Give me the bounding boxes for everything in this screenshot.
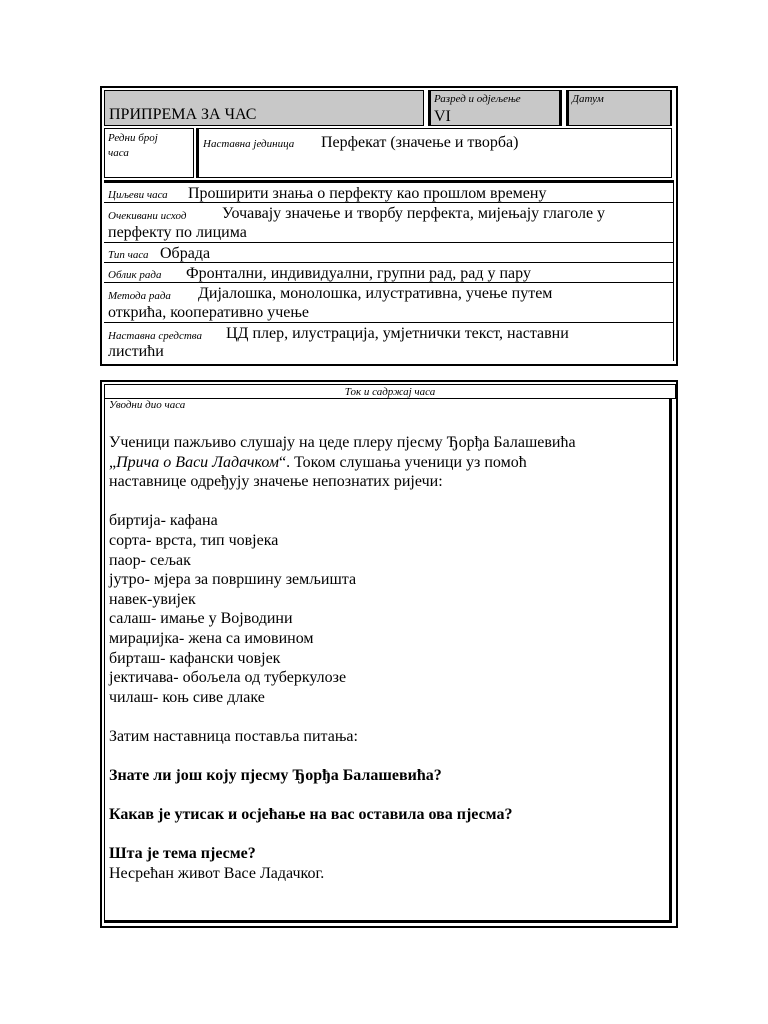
page-title: ПРИПРЕМА ЗА ЧАС xyxy=(109,106,257,123)
question-3: Шта је тема пјесме? xyxy=(109,845,256,863)
glossary-item: чилаш- коњ сиве длаке xyxy=(109,688,265,706)
method-value-continued: открића, кооперативно учење xyxy=(108,304,310,321)
date-cell xyxy=(566,90,672,126)
method-label: Метода рада xyxy=(108,290,171,302)
goals-label: Циљеви часа xyxy=(108,189,168,201)
info-row-type xyxy=(104,243,674,263)
aids-value: ЦД плер, илустрација, умјетнички текст, наставни xyxy=(226,325,569,342)
outcome-value-continued: перфекту по лицима xyxy=(108,224,247,241)
glossary-item: навек-увијек xyxy=(109,590,196,608)
intro-line-2 xyxy=(109,453,665,473)
lesson-flow-table xyxy=(100,380,678,928)
lesson-number-cell xyxy=(104,128,194,178)
answer-3: Несрећан живот Васе Ладачког. xyxy=(109,865,325,883)
flow-heading: Ток и садржај часа xyxy=(344,386,436,398)
info-row-method xyxy=(104,283,674,323)
work-form-label: Облик рада xyxy=(108,269,162,281)
outcome-label: Очекивани исход xyxy=(108,210,187,222)
grade-value: VI xyxy=(434,108,451,125)
glossary-item: јутро- мјера за површину земљишта xyxy=(109,571,357,589)
glossary-item: сорта- врста, тип човјека xyxy=(109,531,279,549)
glossary-item: паор- сељак xyxy=(109,551,191,569)
lesson-plan-header-table xyxy=(100,86,678,366)
glossary-item: јектичава- обољела од туберкулозе xyxy=(109,669,347,687)
intro-line-1: Ученици пажљиво слушају на цеде плеру пјесму Ђорђа Балашевића xyxy=(109,434,576,451)
teaching-unit-cell xyxy=(196,128,672,178)
info-row-work-form xyxy=(104,263,674,283)
title-cell xyxy=(104,90,424,126)
flow-heading-row xyxy=(104,384,676,399)
info-row-goals xyxy=(104,183,674,203)
type-value: Обрада xyxy=(160,245,211,262)
type-label: Тип часа xyxy=(108,249,149,261)
question-1: Знате ли још коју пјесму Ђорђа Балашевића? xyxy=(109,767,442,785)
info-rows xyxy=(104,183,674,361)
outcome-value: Уочавају значење и творбу перфекта, мијењају глаголе у xyxy=(222,205,606,222)
intro-line-2-rest: “. Током слушања ученици уз помоћ xyxy=(279,453,527,471)
info-row-aids xyxy=(104,323,674,361)
date-label: Датум xyxy=(572,93,604,105)
song-title: Прича о Васи Ладачком xyxy=(116,453,279,471)
section-label: Уводни дио часа xyxy=(109,399,186,411)
glossary-item: бирташ- кафански човјек xyxy=(109,649,281,667)
grade-cell xyxy=(428,90,562,126)
teacher-asks: Затим наставница поставља питања: xyxy=(109,727,358,745)
aids-value-continued: листићи xyxy=(108,343,164,360)
glossary-item: салаш- имање у Војводини xyxy=(109,610,293,628)
info-row-outcome xyxy=(104,203,674,243)
quote-open: „ xyxy=(109,453,117,471)
flow-content-box xyxy=(104,399,672,923)
question-2: Какав је утисак и осјећање на вас оставила ова пјесма? xyxy=(109,806,513,824)
grade-label: Разред и одјељење xyxy=(434,93,521,105)
lesson-number-label: Редни број часа xyxy=(108,132,158,159)
goals-value: Проширити знања о перфекту као прошлом времену xyxy=(188,185,547,202)
intro-line-3: наставнице одређују значење непознатих ријечи: xyxy=(109,473,443,491)
flow-text xyxy=(109,433,665,884)
teaching-unit-value: Перфекат (значење и творба) xyxy=(321,134,519,151)
glossary-item: биртија- кафана xyxy=(109,512,218,530)
method-value: Дијалошка, монолошка, илустративна, учење путем xyxy=(198,285,553,302)
glossary-item: мираџијка- жена са имовином xyxy=(109,629,314,647)
aids-label: Наставна средства xyxy=(108,330,202,342)
teaching-unit-label: Наставна јединица xyxy=(203,138,295,150)
work-form-value: Фронтални, индивидуални, групни рад, рад у пару xyxy=(186,265,531,282)
